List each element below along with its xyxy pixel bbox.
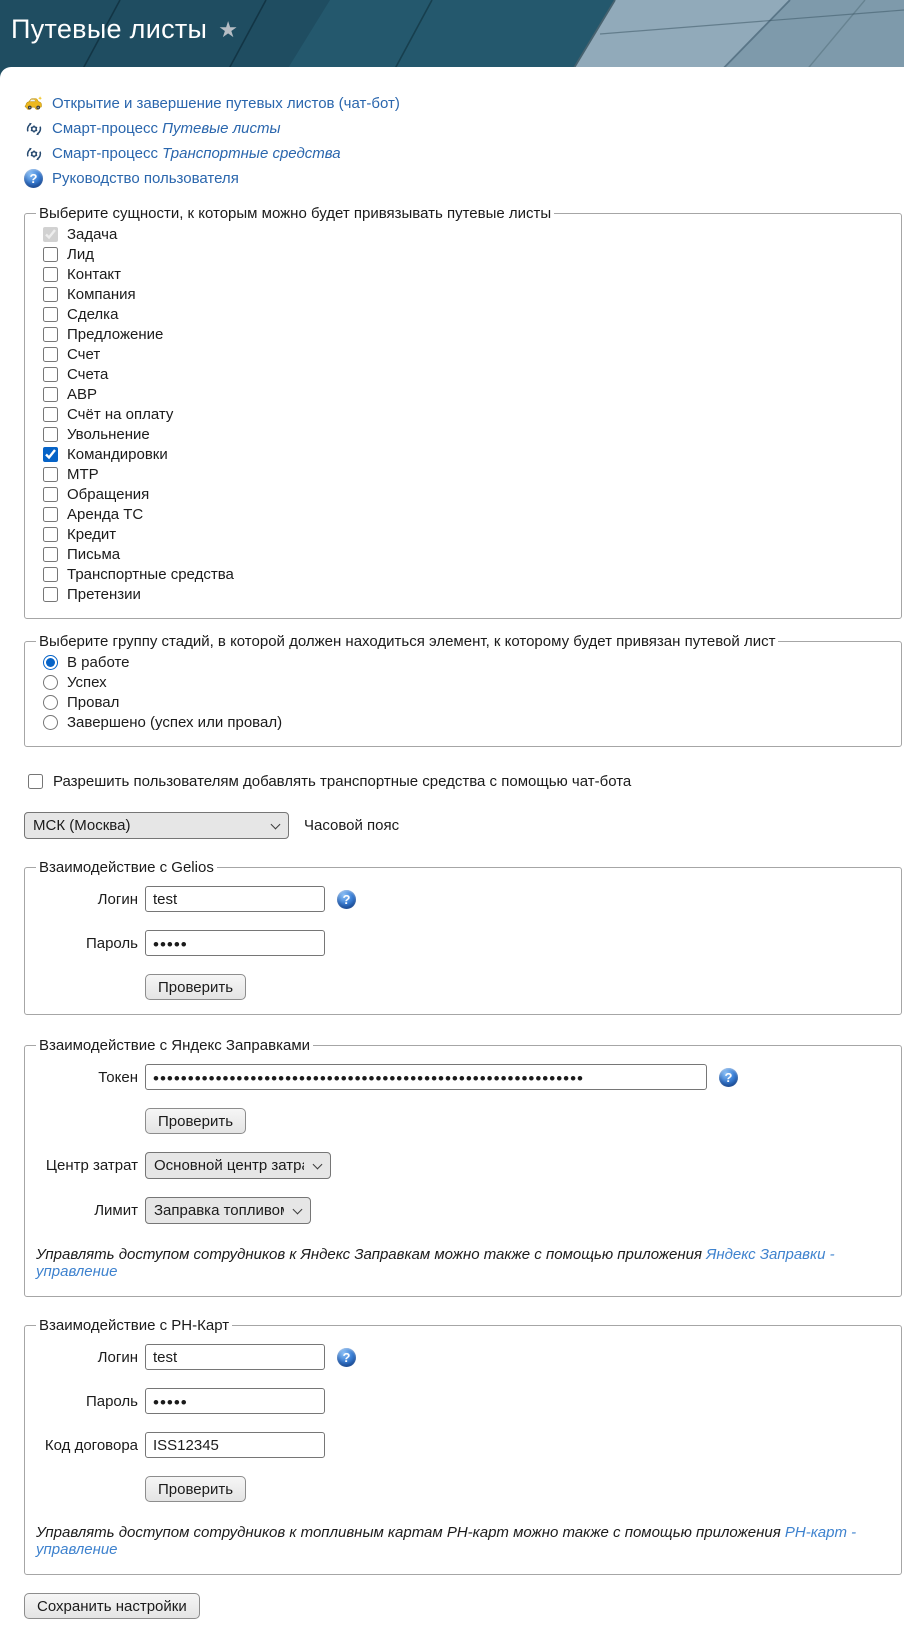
limit-select[interactable] <box>145 1197 311 1224</box>
stage-label: В работе <box>67 653 130 671</box>
save-settings-button[interactable]: Сохранить настройки <box>24 1593 200 1619</box>
link-row-manual <box>24 170 904 187</box>
gelios-login-input[interactable] <box>145 886 325 912</box>
yandex-check-row <box>35 1108 891 1134</box>
entity-checkbox[interactable] <box>43 327 58 342</box>
stage-label: Завершено (успех или провал) <box>67 713 283 731</box>
rncard-fieldset <box>24 1317 902 1575</box>
help-icon[interactable]: ? <box>337 1348 356 1367</box>
yandex-note: Управлять доступом сотрудников к Яндекс Заправкам можно также с помощью приложения Яндекс Заправки - управление <box>36 1246 835 1280</box>
entity-row-credit[interactable] <box>43 524 891 544</box>
link-row-sp-vehicles <box>24 145 904 162</box>
entity-label: МТР <box>67 465 99 483</box>
rncard-login-input[interactable] <box>145 1344 325 1370</box>
entity-row-contact[interactable] <box>43 264 891 284</box>
entity-checkbox[interactable] <box>43 267 58 282</box>
timezone-label: Часовой пояс <box>304 817 400 834</box>
stages-legend: Выберите группу стадий, в которой должен находиться элемент, к которому будет привязан путевой лист <box>39 633 776 650</box>
yandex-fieldset <box>24 1037 902 1297</box>
chatbot-vehicles-checkbox[interactable] <box>28 774 43 789</box>
quick-links <box>24 95 904 187</box>
help-icon[interactable]: ? <box>719 1068 738 1087</box>
entity-label: Сделка <box>67 305 119 323</box>
car-icon <box>24 95 43 113</box>
gelios-password-input[interactable] <box>145 930 325 956</box>
entity-checkbox[interactable] <box>43 287 58 302</box>
entity-row-business-trips[interactable] <box>43 444 891 464</box>
gelios-legend: Взаимодействие с Gelios <box>39 859 214 876</box>
stage-radio[interactable] <box>43 655 58 670</box>
stage-row-fail[interactable] <box>43 692 891 712</box>
entity-label: Претензии <box>67 585 141 603</box>
entity-label: Предложение <box>67 325 164 343</box>
timezone-select[interactable] <box>24 812 289 839</box>
entity-checkbox[interactable] <box>43 547 58 562</box>
entity-row-payment-invoice[interactable] <box>43 404 891 424</box>
entity-checkbox[interactable] <box>43 387 58 402</box>
rncard-password-row <box>35 1388 891 1414</box>
rncard-contract-label: Код договора <box>44 1436 138 1454</box>
entity-checkbox[interactable] <box>43 427 58 442</box>
entity-label: Счёт на оплату <box>67 405 174 423</box>
rncard-legend: Взаимодействие с РН-Карт <box>39 1317 230 1334</box>
stage-radio[interactable] <box>43 675 58 690</box>
link-smart-process-vehicles[interactable]: Смарт-процесс Транспортные средства <box>52 145 341 162</box>
rncard-login-label: Логин <box>97 1348 138 1366</box>
link-chatbot[interactable]: Открытие и завершение путевых листов (чат-бот) <box>52 95 400 112</box>
rncard-note: Управлять доступом сотрудников к топливным картам РН-карт можно также с помощью приложения РН-карт - управление <box>36 1524 857 1558</box>
entity-label: Счет <box>67 345 101 363</box>
stage-row-in-progress[interactable] <box>43 652 891 672</box>
entity-row-invoice[interactable] <box>43 344 891 364</box>
gelios-fieldset <box>24 859 902 1015</box>
entity-label: АВР <box>67 385 98 403</box>
yandex-check-button[interactable]: Проверить <box>145 1108 246 1134</box>
rncard-check-button[interactable]: Проверить <box>145 1476 246 1502</box>
entity-checkbox[interactable] <box>43 487 58 502</box>
entity-checkbox[interactable] <box>43 347 58 362</box>
stage-row-finished[interactable] <box>43 712 891 732</box>
gelios-check-button[interactable]: Проверить <box>145 974 246 1000</box>
rncard-contract-row <box>35 1432 891 1458</box>
entity-checkbox[interactable] <box>43 587 58 602</box>
stage-radio[interactable] <box>43 695 58 710</box>
link-row-chatbot <box>24 95 904 112</box>
entity-row-deal[interactable] <box>43 304 891 324</box>
yandex-legend: Взаимодействие с Яндекс Заправками <box>39 1037 311 1054</box>
entity-label: Увольнение <box>67 425 150 443</box>
yandex-limit-row <box>35 1197 891 1224</box>
entity-checkbox[interactable] <box>43 527 58 542</box>
entity-checkbox[interactable] <box>43 367 58 382</box>
entity-checkbox[interactable] <box>43 467 58 482</box>
entity-checkbox[interactable] <box>43 447 58 462</box>
entity-checkbox[interactable] <box>43 567 58 582</box>
entity-row-dismissal[interactable] <box>43 424 891 444</box>
stage-label: Успех <box>67 673 107 691</box>
entity-label: Обращения <box>67 485 150 503</box>
entity-label: Задача <box>67 225 118 243</box>
entity-row-letters[interactable] <box>43 544 891 564</box>
help-icon: ? <box>24 169 43 188</box>
entity-checkbox[interactable] <box>43 407 58 422</box>
entity-label: Счета <box>67 365 109 383</box>
rncard-password-label: Пароль <box>85 1392 138 1410</box>
cost-center-select[interactable] <box>145 1152 331 1179</box>
link-row-sp-waybills <box>24 120 904 137</box>
smart-process-icon <box>24 120 43 138</box>
entities-legend: Выберите сущности, к которым можно будет привязывать путевые листы <box>39 205 552 222</box>
timezone-row <box>24 812 904 839</box>
link-user-manual[interactable]: Руководство пользователя <box>52 170 239 187</box>
entity-row-vehicle-rent[interactable] <box>43 504 891 524</box>
limit-label: Лимит <box>94 1202 138 1219</box>
chatbot-vehicles-row[interactable] <box>28 773 904 790</box>
gelios-check-row <box>35 974 891 1000</box>
entity-label: Аренда ТС <box>67 505 144 523</box>
gelios-login-row <box>35 886 891 912</box>
entity-row-offer[interactable] <box>43 324 891 344</box>
rncard-password-input[interactable] <box>145 1388 325 1414</box>
entity-row-vehicles[interactable] <box>43 564 891 584</box>
rncard-login-row <box>35 1344 891 1370</box>
entity-label: Транспортные средства <box>67 565 234 583</box>
entity-row-company[interactable] <box>43 284 891 304</box>
stage-label: Провал <box>67 693 120 711</box>
yandex-token-label: Токен <box>98 1068 138 1086</box>
rncard-manage-link[interactable]: РН-карт - управление <box>36 1524 857 1558</box>
entity-row-claims[interactable] <box>43 584 891 604</box>
help-icon[interactable]: ? <box>337 890 356 909</box>
cost-center-label: Центр затрат <box>45 1157 138 1174</box>
smart-process-icon <box>24 145 43 163</box>
yandex-manage-link[interactable]: Яндекс Заправки - управление <box>36 1246 835 1280</box>
entity-label: Контакт <box>67 265 122 283</box>
favorite-star-icon[interactable]: ★ <box>218 16 238 42</box>
entity-checkbox[interactable] <box>43 227 58 242</box>
entity-row-avr[interactable] <box>43 384 891 404</box>
rncard-check-row <box>35 1476 891 1502</box>
entity-label: Компания <box>67 285 136 303</box>
rncard-contract-input[interactable] <box>145 1432 325 1458</box>
entity-checkbox[interactable] <box>43 507 58 522</box>
entity-row-lead[interactable] <box>43 244 891 264</box>
stages-fieldset <box>24 633 902 747</box>
entity-row-invoices[interactable] <box>43 364 891 384</box>
page-title: Путевые листы <box>11 14 208 44</box>
entity-label: Командировки <box>67 445 168 463</box>
stage-row-success[interactable] <box>43 672 891 692</box>
yandex-token-row <box>35 1064 891 1090</box>
gelios-login-label: Логин <box>97 890 138 908</box>
entity-checkbox[interactable] <box>43 247 58 262</box>
yandex-cost-center-row <box>35 1152 891 1179</box>
gelios-password-label: Пароль <box>85 934 138 952</box>
entity-checkbox[interactable] <box>43 307 58 322</box>
entity-row-requests[interactable] <box>43 484 891 504</box>
link-smart-process-waybills[interactable]: Смарт-процесс Путевые листы <box>52 120 281 137</box>
save-row <box>24 1593 904 1619</box>
entity-label: Кредит <box>67 525 117 543</box>
entity-label: Письма <box>67 545 121 563</box>
entities-fieldset <box>24 205 902 619</box>
entity-label: Лид <box>67 245 94 263</box>
entity-row-mtr[interactable] <box>43 464 891 484</box>
gelios-password-row <box>35 930 891 956</box>
yandex-token-input[interactable] <box>145 1064 707 1090</box>
chatbot-vehicles-label: Разрешить пользователям добавлять транспортные средства с помощью чат-бота <box>53 773 632 790</box>
stage-radio[interactable] <box>43 715 58 730</box>
settings-card <box>0 67 904 1639</box>
entity-row-task[interactable] <box>43 224 891 244</box>
